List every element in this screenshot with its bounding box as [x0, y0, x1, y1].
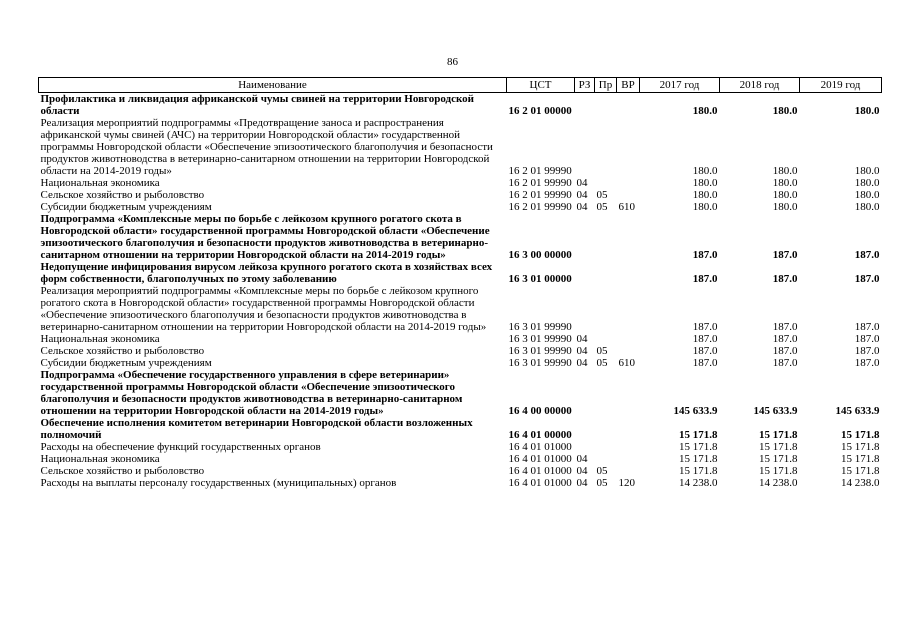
page-number: 86 — [447, 56, 458, 68]
row-value-2017: 187.0 — [692, 273, 718, 285]
row-value-2019: 180.0 — [854, 201, 880, 213]
row-cst: 16 3 01 99990 — [508, 345, 572, 357]
row-value-2017: 180.0 — [692, 165, 718, 177]
row-pr: 05 — [596, 201, 608, 213]
row-value-2018: 187.0 — [772, 357, 798, 369]
row-value-2017: 187.0 — [692, 333, 718, 345]
row-name: Национальная экономика — [40, 453, 160, 465]
table-row — [39, 441, 882, 453]
header-vr: ВР — [617, 78, 640, 93]
table-row — [39, 369, 882, 417]
row-cst: 16 2 01 99990 — [508, 189, 572, 201]
row-pr: 05 — [596, 189, 608, 201]
row-name: Национальная экономика — [40, 333, 160, 345]
table-row — [39, 285, 882, 333]
row-vr — [617, 345, 640, 357]
row-value-2019: 15 171.8 — [841, 453, 880, 465]
row-value-2018: 14 238.0 — [759, 477, 798, 489]
row-name: Подпрограмма «Комплексные меры по борьбе с лейкозом крупного рогатого скота в Новгородской области» государственной программы Новгородской области «Обеспечение эпизоотического благополучия и безопасности продуктов животноводства в ветеринарно-санитарном отношении на территории Новгородской области на 2014-2019 годы» — [40, 213, 490, 261]
row-value-2017: 180.0 — [692, 177, 718, 189]
row-pr — [595, 261, 617, 285]
row-vr — [617, 261, 640, 285]
row-cst: 16 4 01 01000 — [508, 453, 572, 465]
row-value-2017: 14 238.0 — [679, 477, 718, 489]
row-cst: 16 3 01 99990 — [508, 333, 572, 345]
row-name: Сельское хозяйство и рыболовство — [40, 465, 205, 477]
row-value-2018: 180.0 — [772, 189, 798, 201]
row-vr — [617, 453, 640, 465]
row-name: Сельское хозяйство и рыболовство — [40, 189, 205, 201]
row-pr — [595, 417, 617, 441]
row-vr — [617, 285, 640, 333]
row-name: Расходы на обеспечение функций государственных органов — [40, 441, 321, 453]
row-value-2018: 180.0 — [772, 177, 798, 189]
row-value-2017: 187.0 — [692, 345, 718, 357]
row-cst: 16 2 01 99990 — [508, 201, 572, 213]
row-vr — [617, 369, 640, 417]
row-value-2019: 187.0 — [854, 321, 880, 333]
row-vr — [617, 93, 640, 118]
row-pr: 05 — [596, 357, 608, 369]
table-row — [39, 93, 882, 118]
row-value-2019: 187.0 — [854, 357, 880, 369]
table-body — [39, 93, 882, 490]
table-row — [39, 333, 882, 345]
row-cst: 16 3 00 00000 — [508, 249, 572, 261]
row-name: Расходы на выплаты персоналу государственных (муниципальных) органов — [40, 477, 397, 489]
row-value-2019: 180.0 — [854, 105, 880, 117]
row-value-2019: 15 171.8 — [841, 465, 880, 477]
header-rz: РЗ — [575, 78, 595, 93]
row-cst: 16 4 01 01000 — [508, 477, 572, 489]
row-value-2018: 187.0 — [772, 321, 798, 333]
row-value-2019: 180.0 — [854, 189, 880, 201]
row-value-2017: 145 633.9 — [673, 405, 718, 417]
row-pr — [595, 441, 617, 453]
row-rz: 04 — [576, 477, 588, 489]
row-rz — [575, 93, 595, 118]
row-value-2019: 14 238.0 — [841, 477, 880, 489]
row-cst: 16 4 01 01000 — [508, 441, 572, 453]
row-vr: 120 — [618, 477, 635, 489]
row-value-2017: 180.0 — [692, 201, 718, 213]
row-value-2017: 15 171.8 — [679, 441, 718, 453]
row-name: Сельское хозяйство и рыболовство — [40, 345, 205, 357]
row-cst: 16 2 01 00000 — [508, 105, 572, 117]
row-vr — [617, 189, 640, 201]
header-2018: 2018 год — [720, 78, 800, 93]
row-rz: 04 — [576, 189, 588, 201]
row-rz: 04 — [576, 465, 588, 477]
row-value-2017: 15 171.8 — [679, 453, 718, 465]
row-rz: 04 — [576, 345, 588, 357]
row-name: Подпрограмма «Обеспечение государственного управления в сфере ветеринарии» государственной программы Новгородской области «Обеспечение эпизоотического благополучия и безопасности продуктов животноводства в ветеринарно-санитарном отношении на территории Новгородской области на 2014-2019 годы» — [40, 369, 463, 417]
row-cst: 16 3 01 99990 — [508, 321, 572, 333]
row-value-2019: 145 633.9 — [835, 405, 880, 417]
row-value-2018: 187.0 — [772, 273, 798, 285]
row-value-2017: 180.0 — [692, 189, 718, 201]
row-rz: 04 — [576, 333, 588, 345]
row-value-2019: 187.0 — [854, 249, 880, 261]
row-value-2018: 187.0 — [772, 333, 798, 345]
budget-table — [38, 77, 882, 489]
row-vr — [617, 333, 640, 345]
row-rz: 04 — [576, 357, 588, 369]
row-name: Реализация мероприятий подпрограммы «Предотвращение заноса и распространения африканской чумы свиней (АЧС) на территории Новгородской области» государственной программы Новгородской области «Обеспечение эпизоотического благополучия и безопасности продуктов животноводства в ветеринарно-санитарном отношении на территории Новгородской области на 2014-2019 годы» — [40, 117, 493, 177]
row-name: Обеспечение исполнения комитетом ветеринарии Новгородской области возложенных полномочий — [40, 417, 473, 441]
row-value-2018: 180.0 — [772, 105, 798, 117]
row-pr — [595, 369, 617, 417]
row-vr — [617, 441, 640, 453]
row-cst: 16 4 01 00000 — [508, 429, 572, 441]
row-value-2018: 15 171.8 — [759, 441, 798, 453]
table-row — [39, 261, 882, 285]
header-pr: Пр — [595, 78, 617, 93]
row-rz — [575, 117, 595, 177]
row-value-2019: 15 171.8 — [841, 441, 880, 453]
row-value-2019: 180.0 — [854, 177, 880, 189]
header-2019: 2019 год — [800, 78, 882, 93]
row-value-2017: 15 171.8 — [679, 429, 718, 441]
row-vr: 610 — [618, 201, 635, 213]
row-pr — [595, 93, 617, 118]
row-value-2019: 187.0 — [854, 333, 880, 345]
row-value-2017: 187.0 — [692, 357, 718, 369]
row-vr — [617, 417, 640, 441]
row-value-2017: 187.0 — [692, 321, 718, 333]
row-name: Субсидии бюджетным учреждениям — [40, 357, 212, 369]
row-pr: 05 — [596, 477, 608, 489]
table-row — [39, 117, 882, 177]
row-rz: 04 — [576, 177, 588, 189]
row-vr — [617, 177, 640, 189]
row-value-2018: 15 171.8 — [759, 465, 798, 477]
row-value-2019: 187.0 — [854, 273, 880, 285]
row-pr — [595, 333, 617, 345]
row-name: Профилактика и ликвидация африканской чумы свиней на территории Новгородской области — [40, 93, 475, 117]
table-header-row — [39, 78, 882, 93]
row-name: Национальная экономика — [40, 177, 160, 189]
row-pr — [595, 117, 617, 177]
table-row — [39, 189, 882, 201]
row-value-2019: 187.0 — [854, 345, 880, 357]
row-name: Реализация мероприятий подпрограммы «Комплексные меры по борьбе с лейкозом крупного рогатого скота в Новгородской области» государственной программы Новгородской области «Обеспечение эпизоотического благополучия и безопасности продуктов животноводства в ветеринарно-санитарном отношении на территории Новгородской области на 2014-2019 годы» — [40, 285, 487, 333]
row-value-2017: 187.0 — [692, 249, 718, 261]
table-row — [39, 345, 882, 357]
row-value-2018: 145 633.9 — [753, 405, 798, 417]
row-name: Субсидии бюджетным учреждениям — [40, 201, 212, 213]
table-row — [39, 477, 882, 489]
table-row — [39, 417, 882, 441]
row-value-2018: 187.0 — [772, 249, 798, 261]
row-vr — [617, 213, 640, 261]
row-value-2018: 15 171.8 — [759, 429, 798, 441]
table-row — [39, 213, 882, 261]
row-vr: 610 — [618, 357, 635, 369]
row-cst: 16 2 01 99990 — [508, 165, 572, 177]
table-row — [39, 465, 882, 477]
header-2017: 2017 год — [640, 78, 720, 93]
row-value-2018: 180.0 — [772, 165, 798, 177]
row-value-2019: 180.0 — [854, 165, 880, 177]
header-name: Наименование — [39, 78, 507, 93]
row-rz: 04 — [576, 201, 588, 213]
row-cst: 16 3 01 99990 — [508, 357, 572, 369]
row-cst: 16 3 01 00000 — [508, 273, 572, 285]
row-cst: 16 4 00 00000 — [508, 405, 572, 417]
table-row — [39, 177, 882, 189]
row-value-2017: 180.0 — [692, 105, 718, 117]
row-value-2017: 15 171.8 — [679, 465, 718, 477]
row-rz — [575, 417, 595, 441]
row-pr — [595, 285, 617, 333]
row-value-2018: 187.0 — [772, 345, 798, 357]
row-pr — [595, 453, 617, 465]
header-cst: ЦСТ — [507, 78, 575, 93]
row-pr — [595, 177, 617, 189]
row-value-2018: 15 171.8 — [759, 453, 798, 465]
row-rz — [575, 261, 595, 285]
table-row — [39, 453, 882, 465]
row-value-2018: 180.0 — [772, 201, 798, 213]
row-vr — [617, 117, 640, 177]
row-rz — [575, 213, 595, 261]
table-row — [39, 201, 882, 213]
row-rz: 04 — [576, 453, 588, 465]
row-cst: 16 2 01 99990 — [508, 177, 572, 189]
row-vr — [617, 465, 640, 477]
row-name: Недопущение инфицирования вирусом лейкоза крупного рогатого скота в хозяйствах всех форм собственности, благополучных по этому заболеванию — [40, 261, 493, 285]
row-pr — [595, 213, 617, 261]
row-rz — [575, 285, 595, 333]
table-row — [39, 357, 882, 369]
row-pr: 05 — [596, 345, 608, 357]
row-value-2019: 15 171.8 — [841, 429, 880, 441]
row-cst: 16 4 01 01000 — [508, 465, 572, 477]
row-pr: 05 — [596, 465, 608, 477]
row-rz — [575, 441, 595, 453]
row-rz — [575, 369, 595, 417]
